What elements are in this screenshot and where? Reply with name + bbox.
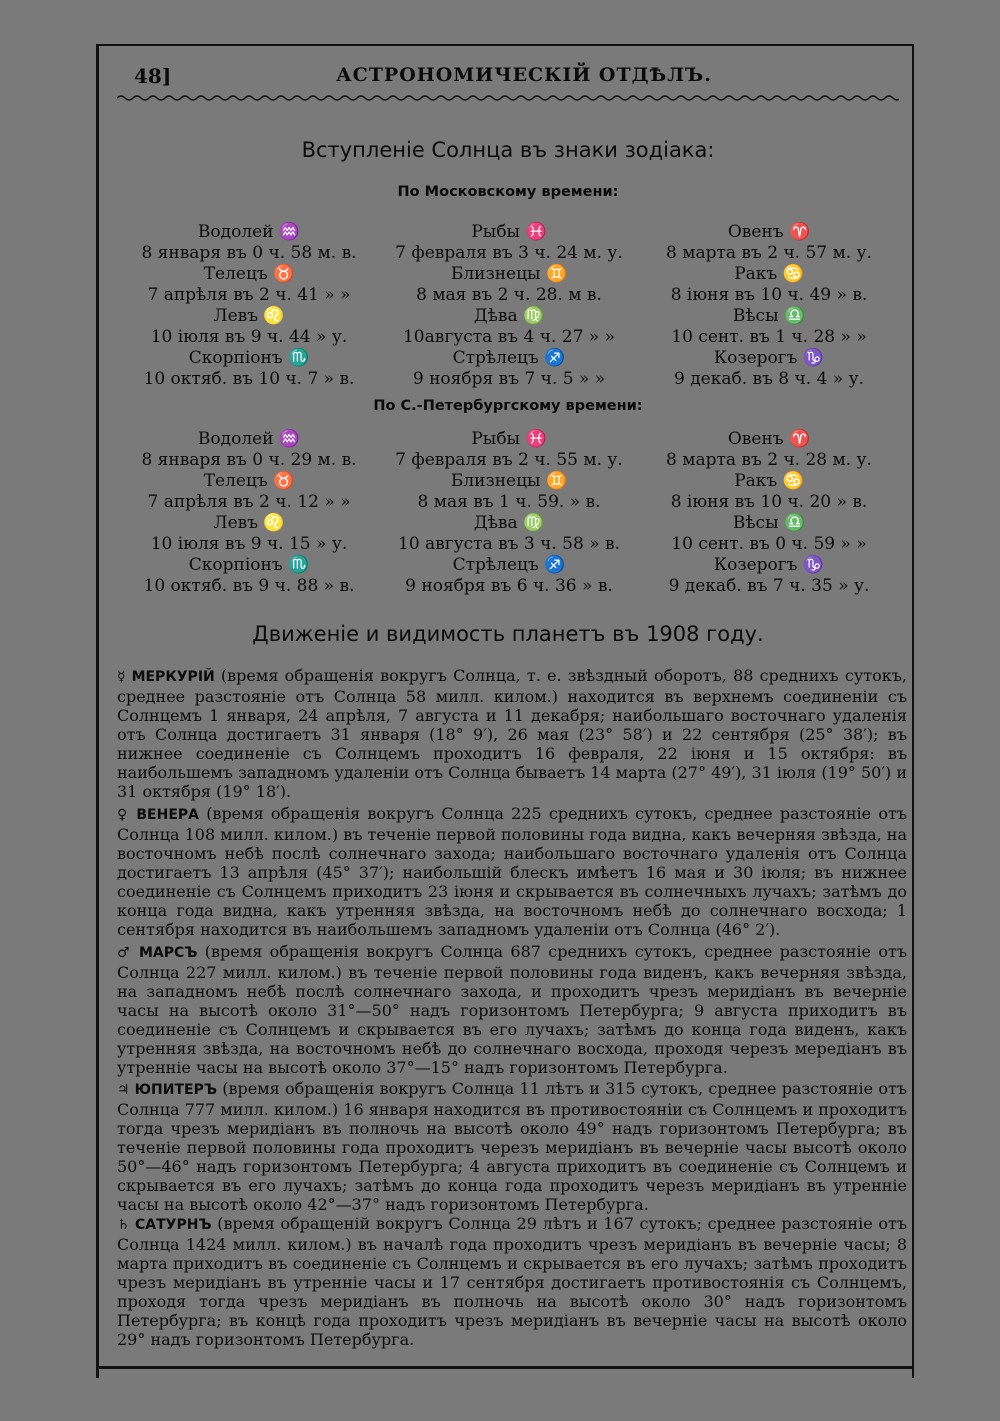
zodiac-entry-date: 8 марта въ 2 ч. 28 м. у. — [666, 450, 872, 470]
bottom-rule — [99, 1366, 912, 1369]
jupiter-name: ♃ ЮПИТЕРЪ — [117, 1082, 217, 1098]
zodiac-sign-name: Стрѣлецъ ♐ — [452, 348, 566, 368]
zodiac-sign-name: Рыбы ♓ — [471, 429, 547, 449]
zodiac-entry-date: 8 іюня въ 10 ч. 20 » в. — [670, 492, 868, 512]
zodiac-sign-name: Левъ ♌ — [213, 306, 285, 326]
jupiter-paragraph — [117, 1079, 907, 1214]
zodiac-sign-row — [119, 348, 899, 369]
jupiter-text: (время обращенія вокругъ Солнца 11 лѣтъ и 315 сутокъ, среднее разстояніе отъ Солнца 777 милл. килом.) 16 января находится въ противостояніи съ Солнцемъ и проходитъ тогда чрезъ меридіанъ въ полночь на высотѣ около 49° надъ горизонтомъ Петербурга; въ теченіе первой половины года проходитъ черезъ меридіанъ въ вечерніе часы высотѣ около 50°—46° надъ горизонтомъ Петербурга; 4 августа приходитъ въ соединеніе съ Солнцемъ и скрывается въ его лучахъ; затѣмъ до конца года проходитъ черезъ меридіанъ въ утренніе часы на высотѣ около 42°—37° надъ горизонтомъ Петербурга. — [117, 1079, 907, 1214]
mercury-paragraph — [117, 666, 907, 801]
zodiac-entry-date: 10 сент. въ 0 ч. 59 » » — [671, 534, 867, 554]
zodiac-entry-date: 10 іюля въ 9 ч. 44 » у. — [150, 327, 348, 347]
zodiac-date-row — [119, 285, 899, 306]
zodiac-date-row — [119, 492, 899, 513]
zodiac-date-row — [119, 243, 899, 264]
mars-text: (время обращенія вокругъ Солнца 687 среднихъ сутокъ, среднее разстояніе отъ Солнца 227 милл. килом.) въ теченіе первой половины года виденъ, какъ вечерняя звѣзда, на западномъ небѣ послѣ солнечнаго захода, и проходитъ чрезъ меридіанъ въ вечерніе часы на высотѣ около 31°—50° надъ горизонтомъ Петербурга; 9 августа приходитъ въ соединеніе съ Солнцемъ и скрывается въ его лучахъ; затѣмъ до конца года виденъ, какъ утренняя звѣзда, на восточномъ небѣ до солнечнаго восхода, проходя черезъ мередіанъ въ утренніе часы на высотѣ около 37°—15° надъ горизонтомъ Петербурга. — [117, 942, 907, 1077]
saturn-paragraph — [117, 1214, 907, 1349]
zodiac-sign-name: Ракъ ♋ — [734, 264, 804, 284]
zodiac-entry-date: 8 мая въ 1 ч. 59. » в. — [417, 492, 601, 512]
zodiac-entry-date: 9 ноября въ 6 ч. 36 » в. — [405, 576, 613, 596]
zodiac-date-row — [119, 327, 899, 348]
zodiac-sign-name: Водолей ♒ — [197, 222, 301, 242]
zodiac-sign-name: Близнецы ♊ — [450, 264, 568, 284]
zodiac-entry-date: 10 октяб. въ 10 ч. 7 » в. — [143, 369, 355, 389]
zodiac-sign-name: Дѣва ♍ — [473, 306, 545, 326]
zodiac-title: Вступленіе Солнца въ знаки зодіака: — [301, 138, 715, 162]
zodiac-sign-name: Телецъ ♉ — [203, 264, 295, 284]
zodiac-date-row — [119, 576, 899, 597]
zodiac-sign-row — [119, 306, 899, 327]
zodiac-entry-date: 9 декаб. въ 7 ч. 35 » у. — [668, 576, 870, 596]
saturn-name: ♄ САТУРНЪ — [117, 1217, 212, 1233]
mercury-text: (время обращенія вокругъ Солнца, т. е. звѣздный оборотъ, 88 среднихъ сутокъ, среднее разстояніе отъ Солнца 58 милл. килом.) находится въ верхнемъ соединеніи съ Солнцемъ 1 января, 24 апрѣля, 7 августа и 11 декабря; наибольшаго восточнаго удаленія отъ Солнца достигаетъ 31 января (18° 9′), 26 мая (23° 58′) и 22 сентября (25° 38′); въ нижнее соединеніе съ Солнцемъ проходитъ 16 февраля, 22 іюня и 15 октября: въ наибольшемъ западномъ удаленіи отъ Солнца бываетъ 14 марта (27° 49′), 31 іюля (19° 50′) и 31 октября (19° 18′). — [117, 666, 907, 801]
zodiac-entry-date: 10августа въ 4 ч. 27 » » — [402, 327, 615, 347]
zodiac-sign-row — [119, 471, 899, 492]
venus-name: ♀ ВЕНЕРА — [117, 807, 199, 823]
zodiac-date-row — [119, 369, 899, 390]
venus-paragraph — [117, 804, 907, 939]
zodiac-sign-row — [119, 222, 899, 243]
petersburg-heading: По С.-Петербургскому времени: — [373, 398, 643, 414]
zodiac-sign-name: Овенъ ♈ — [727, 429, 811, 449]
zodiac-entry-date: 9 ноября въ 7 ч. 5 » » — [412, 369, 606, 389]
zodiac-sign-name: Вѣсы ♎ — [732, 306, 806, 326]
zodiac-sign-name: Овенъ ♈ — [727, 222, 811, 242]
zodiac-entry-date: 9 декаб. въ 8 ч. 4 » у. — [673, 369, 865, 389]
zodiac-sign-name: Вѣсы ♎ — [732, 513, 806, 533]
running-header — [134, 64, 914, 90]
zodiac-date-row — [119, 450, 899, 471]
zodiac-entry-date: 8 мая въ 2 ч. 28. м в. — [416, 285, 602, 305]
mars-name: ♂ МАРСЪ — [117, 945, 198, 961]
zodiac-entry-date: 8 января въ 0 ч. 58 м. в. — [141, 243, 357, 263]
petersburg-table — [119, 429, 899, 597]
zodiac-sign-name: Рыбы ♓ — [471, 222, 547, 242]
venus-text: (время обращенія вокругъ Солнца 225 среднихъ сутокъ, среднее разстояніе отъ Солнца 108 милл. килом.) въ теченіе первой половины года видна, какъ вечерняя звѣзда, на восточномъ небѣ послѣ солнечнаго захода; наибольшаго восточнаго удаленія отъ Солнца достигаетъ 13 апрѣля (45° 37′); наибольшій блескъ имѣетъ 16 мая и 30 іюля; въ нижнее соединеніе съ Солнцемъ приходитъ 23 іюня и скрывается въ солнечныхъ лучахъ; затѣмъ до конца года видна, какъ утренняя звѣзда, на восточномъ небѣ до солнечнаго восхода; 1 сентября находится въ наибольшемъ западномъ удаленіи отъ Солнца (46° 2′). — [117, 804, 907, 939]
moscow-table — [119, 222, 899, 390]
zodiac-sign-name: Водолей ♒ — [197, 429, 301, 449]
mars-paragraph — [117, 942, 907, 1077]
zodiac-entry-date: 8 января въ 0 ч. 29 м. в. — [141, 450, 357, 470]
zodiac-sign-name: Козерогъ ♑ — [713, 555, 825, 575]
zodiac-entry-date: 7 февраля въ 2 ч. 55 м. у. — [395, 450, 623, 470]
zodiac-sign-name: Дѣва ♍ — [473, 513, 545, 533]
saturn-text: (время обращеній вокругъ Солнца 29 лѣтъ и 167 сутокъ; среднее разстояніе отъ Солнца 1424 милл. килом.) въ началѣ года проходитъ чрезъ меридіанъ въ вечерніе часы; 8 марта приходитъ въ соединеніе съ Солнцемъ и скрывается въ его лучахъ; затѣмъ проходитъ чрезъ меридіанъ въ утренніе часы и 17 сентября достигаетъ противостоянія съ Солнцемъ, проходя тогда чрезъ меридіанъ въ полночь на высотѣ около 30° надъ горизонтомъ Петербурга; въ концѣ года проходитъ чрезъ меридіанъ въ вечерніе часы на высотѣ около 29° надъ горизонтомъ Петербурга. — [117, 1214, 907, 1349]
zodiac-sign-name: Стрѣлецъ ♐ — [452, 555, 566, 575]
zodiac-sign-row — [119, 513, 899, 534]
zodiac-entry-date: 7 февраля въ 3 ч. 24 м. у. — [395, 243, 623, 263]
zodiac-sign-row — [119, 555, 899, 576]
planets-title: Движеніе и видимость планетъ въ 1908 году. — [252, 622, 764, 646]
zodiac-sign-row — [119, 429, 899, 450]
wavy-rule — [117, 94, 899, 102]
zodiac-sign-name: Скорпіонъ ♏ — [188, 348, 310, 368]
running-title: АСТРОНОМИЧЕСКІЙ ОТДѢЛЪ. — [336, 64, 712, 86]
zodiac-entry-date: 10 сент. въ 1 ч. 28 » » — [671, 327, 867, 347]
zodiac-sign-name: Скорпіонъ ♏ — [188, 555, 310, 575]
zodiac-sign-name: Ракъ ♋ — [734, 471, 804, 491]
mercury-name: ☿ МЕРКУРІЙ — [117, 669, 215, 685]
zodiac-entry-date: 7 апрѣля въ 2 ч. 12 » » — [147, 492, 351, 512]
zodiac-sign-name: Близнецы ♊ — [450, 471, 568, 491]
moscow-heading: По Московскому времени: — [397, 184, 619, 200]
zodiac-date-row — [119, 534, 899, 555]
page-frame — [96, 44, 914, 1378]
zodiac-entry-date: 8 марта въ 2 ч. 57 м. у. — [666, 243, 872, 263]
zodiac-sign-row — [119, 264, 899, 285]
zodiac-sign-name: Левъ ♌ — [213, 513, 285, 533]
page-number: 48] — [134, 64, 172, 88]
zodiac-sign-name: Телецъ ♉ — [203, 471, 295, 491]
zodiac-entry-date: 8 іюня въ 10 ч. 49 » в. — [670, 285, 868, 305]
zodiac-entry-date: 10 августа въ 3 ч. 58 » в. — [398, 534, 620, 554]
zodiac-entry-date: 10 октяб. въ 9 ч. 88 » в. — [143, 576, 355, 596]
zodiac-entry-date: 7 апрѣля въ 2 ч. 41 » » — [147, 285, 351, 305]
zodiac-entry-date: 10 іюля въ 9 ч. 15 » у. — [150, 534, 348, 554]
zodiac-sign-name: Козерогъ ♑ — [713, 348, 825, 368]
